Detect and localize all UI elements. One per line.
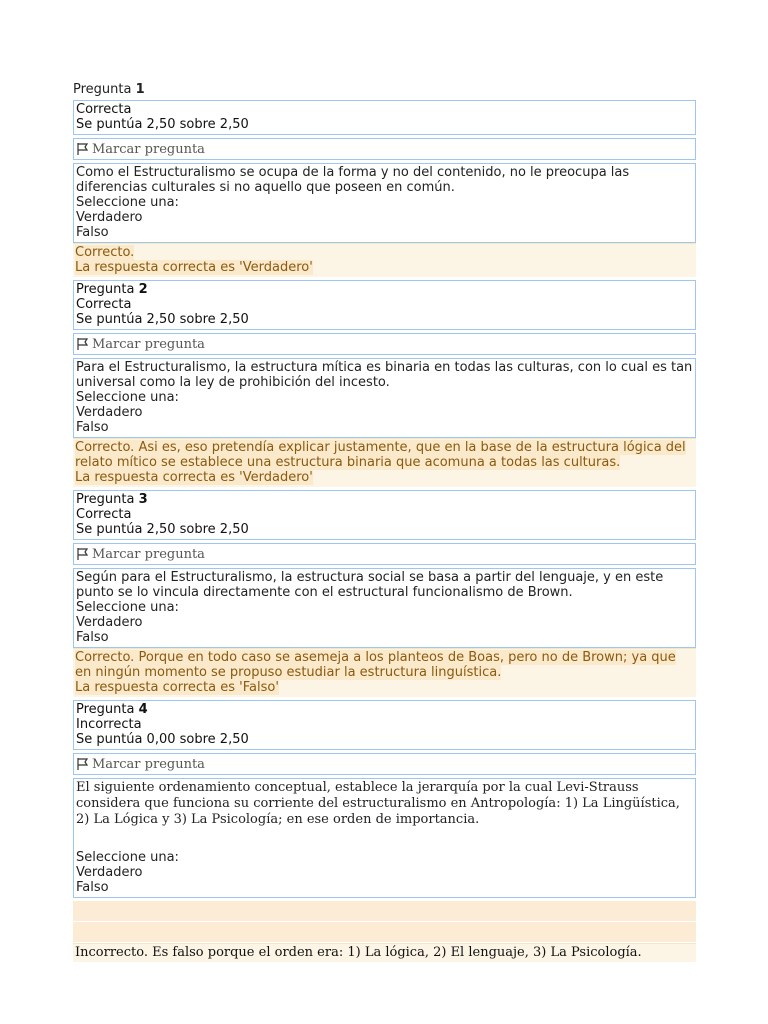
question-status: Correcta xyxy=(76,507,132,522)
flag-question-1[interactable] xyxy=(73,138,696,160)
flag-label: Marcar pregunta xyxy=(92,141,205,157)
question-status: Correcta xyxy=(76,297,132,312)
spacer xyxy=(76,828,693,850)
feedback-band xyxy=(73,901,696,921)
question-2-header xyxy=(76,282,693,297)
correct-answer-text: La respuesta correcta es 'Verdadero' xyxy=(75,260,313,275)
question-number: 1 xyxy=(135,82,145,97)
flag-icon xyxy=(76,757,90,771)
question-3-header xyxy=(76,492,693,507)
feedback-text: Correcto. xyxy=(75,245,135,260)
question-1-info xyxy=(73,100,696,135)
question-4-header xyxy=(76,702,693,717)
question-status: Incorrecta xyxy=(76,717,142,732)
question-1-feedback xyxy=(73,243,696,277)
question-score: Se puntúa 0,00 sobre 2,50 xyxy=(76,732,249,747)
answer-option-false[interactable]: Falso xyxy=(76,630,109,645)
question-text: El siguiente ordenamiento conceptual, establece la jerarquía por la cual Levi-Strauss considera que funciona su corriente del estructuralismo en Antropología: 1) La Lingüística, 2) La Lógica y 3) La Psicología; en ese orden de importancia. xyxy=(76,780,680,827)
feedback-band xyxy=(73,922,696,942)
flag-question-4[interactable] xyxy=(73,753,696,775)
select-prompt: Seleccione una: xyxy=(76,600,179,615)
flag-question-2[interactable] xyxy=(73,333,696,355)
flag-label: Marcar pregunta xyxy=(92,756,205,772)
question-label: Pregunta xyxy=(76,492,135,507)
answer-option-false[interactable]: Falso xyxy=(76,420,109,435)
question-status: Correcta xyxy=(76,102,132,117)
flag-icon xyxy=(76,142,90,156)
question-label: Pregunta xyxy=(76,282,135,297)
feedback-text: Incorrecto. Es falso porque el orden era: 1) La lógica, 2) El lenguaje, 3) La Psicología. xyxy=(75,945,642,960)
answer-option-true[interactable]: Verdadero xyxy=(76,210,143,225)
question-1-header xyxy=(73,82,696,98)
flag-icon xyxy=(76,547,90,561)
question-4-feedback xyxy=(73,943,696,962)
flag-icon xyxy=(76,337,90,351)
question-label: Pregunta xyxy=(76,702,135,717)
correct-answer-text: La respuesta correcta es 'Falso' xyxy=(75,680,279,695)
select-prompt: Seleccione una: xyxy=(76,850,179,865)
select-prompt: Seleccione una: xyxy=(76,195,179,210)
question-4-content xyxy=(73,778,696,898)
question-2-info xyxy=(73,280,696,330)
question-3-feedback xyxy=(73,648,696,697)
question-text: Como el Estructuralismo se ocupa de la forma y no del contenido, no le preocupa las diferencias culturales si no aquello que poseen en común. xyxy=(76,165,630,195)
flag-label: Marcar pregunta xyxy=(92,546,205,562)
question-1-content xyxy=(73,163,696,243)
question-text: Según para el Estructuralismo, la estructura social se basa a partir del lenguaje, y en este punto se lo vincula directamente con el estructural funcionalismo de Brown. xyxy=(76,570,664,600)
question-3-content xyxy=(73,568,696,648)
question-number: 4 xyxy=(138,702,148,717)
question-3-info xyxy=(73,490,696,540)
question-score: Se puntúa 2,50 sobre 2,50 xyxy=(76,312,249,327)
question-score: Se puntúa 2,50 sobre 2,50 xyxy=(76,117,249,132)
flag-label: Marcar pregunta xyxy=(92,336,205,352)
question-score: Se puntúa 2,50 sobre 2,50 xyxy=(76,522,249,537)
answer-option-true[interactable]: Verdadero xyxy=(76,405,143,420)
answer-option-false[interactable]: Falso xyxy=(76,225,109,240)
flag-question-3[interactable] xyxy=(73,543,696,565)
feedback-text: Correcto. Porque en todo caso se asemeja a los planteos de Boas, pero no de Brown; ya que en ningún momento se propuso estudiar la estructura linguística. xyxy=(75,650,676,680)
question-number: 3 xyxy=(138,492,148,507)
correct-answer-text: La respuesta correcta es 'Verdadero' xyxy=(75,470,313,485)
answer-option-true[interactable]: Verdadero xyxy=(76,865,143,880)
question-text: Para el Estructuralismo, la estructura mítica es binaria en todas las culturas, con lo cual es tan universal como la ley de prohibición del incesto. xyxy=(76,360,693,390)
question-2-feedback xyxy=(73,438,696,487)
answer-option-false[interactable]: Falso xyxy=(76,880,109,895)
answer-option-true[interactable]: Verdadero xyxy=(76,615,143,630)
question-number: 2 xyxy=(138,282,148,297)
question-4-info xyxy=(73,700,696,750)
question-2-content xyxy=(73,358,696,438)
quiz-review-page xyxy=(73,82,696,962)
feedback-text: Correcto. Asi es, eso pretendía explicar justamente, que en la base de la estructura lógica del relato mítico se establece una estructura binaria que acomuna a todas las culturas. xyxy=(75,440,686,470)
question-label: Pregunta xyxy=(73,82,132,97)
select-prompt: Seleccione una: xyxy=(76,390,179,405)
